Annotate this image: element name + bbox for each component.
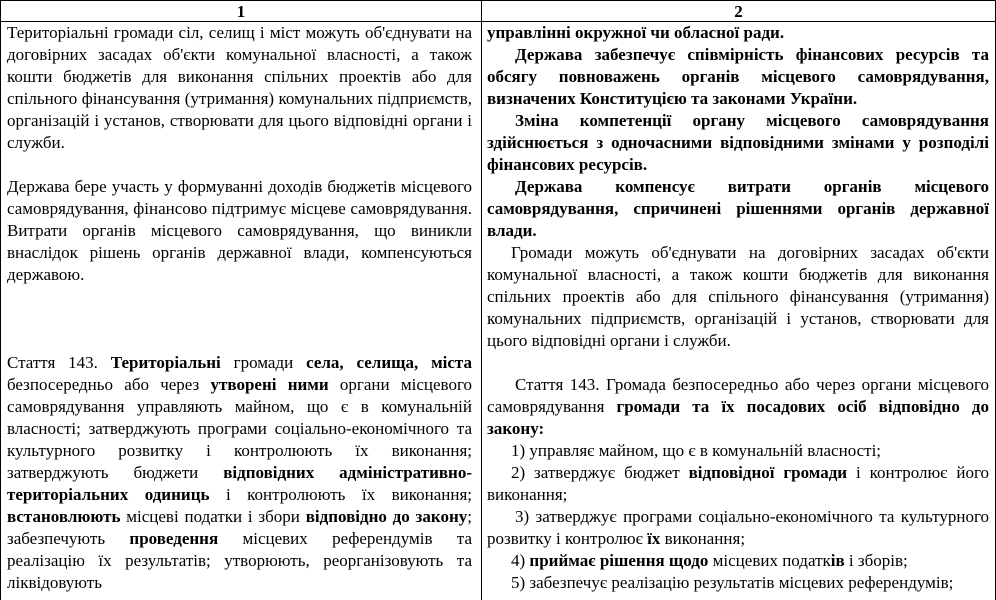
text-run: Стаття 143. xyxy=(7,353,111,372)
spacer xyxy=(7,154,472,176)
list-item-2 xyxy=(487,462,989,506)
bold-run: утворені ними xyxy=(210,375,329,394)
left-column xyxy=(7,22,472,594)
left-paragraph-2: Держава бере участь у формуванні доходів бюджетів місцевого самоврядування, фінансово підтримує місцеве самоврядування. Витрати органів місцевого самоврядування, що виникли внаслідок рішень органів державної влади, компенсуються державою. xyxy=(7,177,472,284)
bold-run: ів xyxy=(830,551,845,570)
bold-run: відповідної громади xyxy=(688,463,848,482)
list-item-3 xyxy=(487,506,989,550)
table-left-border xyxy=(0,0,1,600)
text-run: громади xyxy=(220,353,307,372)
right-column xyxy=(487,22,989,594)
bold-run: відповідно до закону xyxy=(305,507,468,526)
text-run: і контролює його виконання; xyxy=(487,463,989,504)
text-run: безпосередньо або через xyxy=(7,375,211,394)
right-paragraph-2 xyxy=(487,110,989,176)
text-run: і контролюють їх виконання; xyxy=(209,485,472,504)
bold-run: Зміна компетенції органу місцевого самоврядування здійснюється з одночасними відповідними змінами у розподілі фінансових ресурсів. xyxy=(487,111,989,174)
bold-run: Територіальні xyxy=(110,353,221,372)
left-article-143 xyxy=(7,352,472,594)
bold-run: села, селища, міста xyxy=(306,353,472,372)
bold-run: приймає рішення щодо xyxy=(529,551,709,570)
left-paragraph-1: Територіальні громади сіл, селищ і міст можуть об'єднувати на договірних засадах об'єкти комунальної власності, а також кошти бюджетів для виконання спільних проектів або для спільного фінансування (утримання) комунальних підприємств, організацій і установ, створювати для цього відповідні органи і служби. xyxy=(7,23,472,152)
list-item-1: 1) управляє майном, що є в комунальній власності; xyxy=(511,441,882,460)
bold-run: їх xyxy=(647,529,661,548)
list-item-5: 5) забезпечує реалізацію результатів місцевих референдумів; xyxy=(511,573,954,592)
bold-run: відповідних адміністративно-територіальних одиниць xyxy=(7,463,472,504)
text-run: виконання; xyxy=(660,529,746,548)
right-paragraph-0 xyxy=(487,22,989,44)
bold-run: Держава забезпечує співмірність фінансових ресурсів та обсягу повноважень органів місцевого самоврядування, визначених Конституцією та законами України. xyxy=(487,45,989,108)
spacer xyxy=(7,330,472,352)
spacer xyxy=(7,308,472,330)
bold-run: проведення xyxy=(129,529,219,548)
text-run: органи місцевого самоврядування управляють майном, що є в комунальній власності; затверджують програми соціально-економічного та культурного розвитку і контролюють їх виконання; затверджують бюджети xyxy=(7,375,472,482)
bold-run: управлінні окружної чи обласної ради. xyxy=(487,23,785,42)
text-run: місцеві податки і збори xyxy=(120,507,306,526)
spacer xyxy=(7,286,472,308)
column-header-1: 1 xyxy=(236,2,246,21)
right-article-143 xyxy=(487,374,989,440)
text-run: місцевих податк xyxy=(708,551,831,570)
text-run: 4) xyxy=(511,551,530,570)
bold-run: громади та їх посадових осіб відповідно до закону: xyxy=(487,397,989,438)
column-divider xyxy=(481,0,482,600)
text-run: і зборів; xyxy=(844,551,908,570)
list-item-4 xyxy=(487,550,989,572)
text-run: 3) затверджує програми соціально-економічного та культурного розвитку і контролює xyxy=(487,507,989,548)
right-paragraph-4: Громади можуть об'єднувати на договірних засадах об'єкти комунальної власності, а також кошти бюджетів для виконання спільних проектів або для спільного фінансування (утримання) комунальних підприємств, організацій і установ, створювати для цього відповідні органи і служби. xyxy=(487,243,989,350)
spacer xyxy=(487,352,989,374)
bold-run: встановлюють xyxy=(7,507,121,526)
right-paragraph-3 xyxy=(487,176,989,242)
text-run: Стаття 143. Громада безпосередньо або через органи місцевого самоврядування xyxy=(487,375,989,416)
right-paragraph-1 xyxy=(487,44,989,110)
text-run: 2) затверджує бюджет xyxy=(511,463,689,482)
column-header-2: 2 xyxy=(734,2,743,21)
text-run: ; забезпечують xyxy=(7,507,472,548)
bold-run: Держава компенсує витрати органів місцевого самоврядування, спричинені рішеннями органів державної влади. xyxy=(487,177,989,240)
text-run: місцевих референдумів та реалізацію їх результатів; утворюють, реорганізовують та ліквідовують xyxy=(7,529,472,592)
